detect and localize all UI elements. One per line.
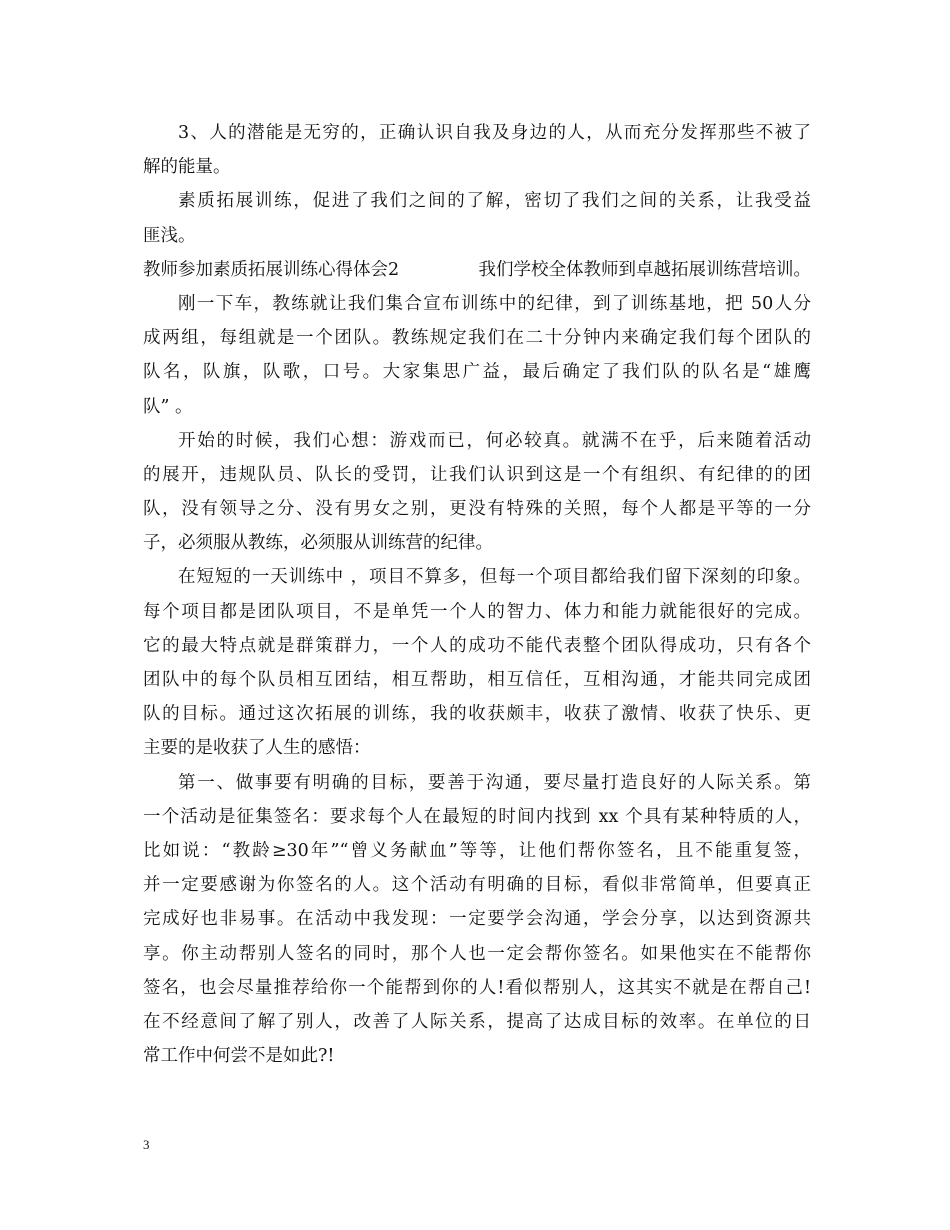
paragraph-line: 成两组，每组就是一个团队。教练规定我们在二十分钟内来确定我们每个团队的 — [143, 328, 811, 349]
paragraph-line: 一个活动是征集签名：要求每个人在最短的时间内找到 xx 个具有某种特质的人， — [143, 806, 811, 827]
paragraph-line: 素质拓展训练，促进了我们之间的了解，密切了我们之间的关系，让我受益 — [178, 191, 811, 212]
paragraph-line: 匪浅。 — [143, 225, 196, 246]
paragraph-line: 并一定要感谢为你签名的人。这个活动有明确的目标，看似非常简单，但要真正 — [143, 875, 811, 896]
paragraph-line: 队，没有领导之分、没有男女之别，更没有特殊的关照，每个人都是平等的一分 — [143, 499, 811, 520]
paragraph-line: 享。你主动帮别人签名的同时，那个人也一定会帮你签名。如果他实在不能帮你 — [143, 943, 811, 964]
paragraph-line: 第一、做事要有明确的目标，要善于沟通，要尽量打造良好的人际关系。第 — [178, 772, 811, 793]
paragraph-line: 在短短的一天训练中 ，项目不算多，但每一个项目都给我们留下深刻的印象。 — [178, 567, 811, 588]
section-heading — [143, 253, 811, 287]
paragraph-line: 常工作中何尝不是如此?! — [143, 1046, 335, 1067]
heading-intro: 我们学校全体教师到卓越拓展训练营培训。 — [478, 259, 811, 280]
paragraph-line: 队的目标。通过这次拓展的训练，我的收获颇丰，收获了激情、收获了快乐、更 — [143, 704, 811, 725]
paragraph-line: 主要的是收获了人生的感悟： — [143, 738, 371, 759]
page-number: 3 — [143, 1137, 150, 1152]
paragraph-line: 队名，队旗，队歌，口号。大家集思广益，最后确定了我们队的队名是“雄鹰 — [143, 362, 811, 383]
paragraph-line: 开始的时候，我们心想：游戏而已，何必较真。就满不在乎，后来随着活动 — [178, 430, 811, 451]
paragraph-line: 刚一下车，教练就让我们集合宣布训练中的纪律，到了训练基地，把 50人分 — [178, 293, 811, 314]
paragraph-line: 比如说：“教龄≥30年”“曾义务献血”等等，让他们帮你签名，且不能重复签， — [143, 840, 811, 861]
paragraph-line: 子，必须服从教练，必须服从训练营的纪律。 — [143, 533, 493, 554]
heading-title: 教师参加素质拓展训练心得体会2 — [143, 259, 400, 280]
paragraph-line: 团队中的每个队员相互团结，相互帮助，相互信任，互相沟通，才能共同完成团 — [143, 670, 811, 690]
paragraph-line: 的展开，违规队员、队长的受罚，让我们认识到这是一个有组织、有纪律的的团 — [143, 464, 811, 485]
document-body — [143, 116, 811, 1073]
paragraph-line: 解的能量。 — [143, 157, 231, 178]
paragraph-line: 完成好也非易事。在活动中我发现：一定要学会沟通，学会分享，以达到资源共 — [143, 909, 811, 930]
paragraph-line: 队” 。 — [143, 396, 193, 417]
paragraph-line: 每个项目都是团队项目，不是单凭一个人的智力、体力和能力就能很好的完成。 — [143, 601, 811, 622]
paragraph-line: 3、人的潜能是无穷的，正确认识自我及身边的人，从而充分发挥那些不被了 — [178, 123, 811, 143]
paragraph-line: 在不经意间了解了别人，改善了人际关系，提高了达成目标的效率。在单位的日 — [143, 1011, 811, 1032]
paragraph-line: 它的最大特点就是群策群力，一个人的成功不能代表整个团队得成功，只有各个 — [143, 635, 811, 656]
paragraph-line: 签名，也会尽量推荐给你一个能帮到你的人!看似帮别人，这其实不就是在帮自己! — [143, 977, 811, 998]
